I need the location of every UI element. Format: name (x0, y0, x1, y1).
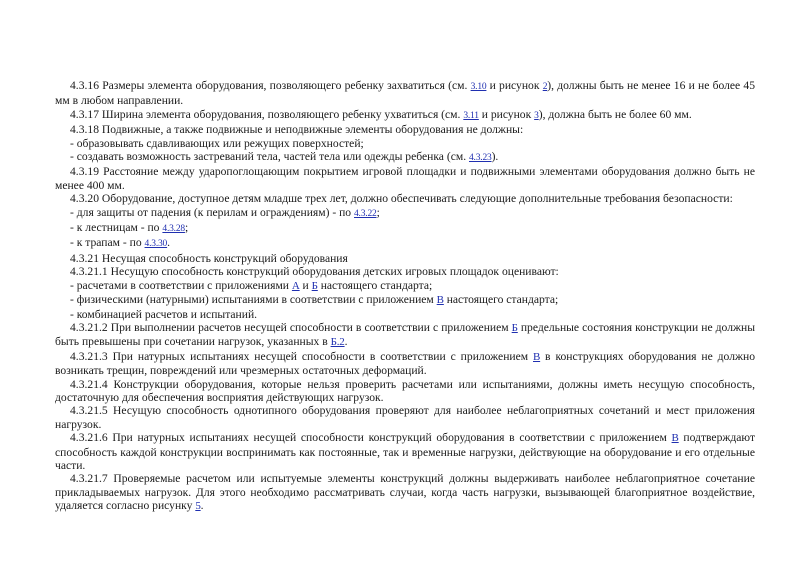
paragraph-text: - к трапам - по (70, 236, 145, 250)
paragraph-text: - расчетами в соответствии с приложениями (70, 278, 292, 292)
paragraph-text: 4.3.16 Размеры элемента оборудования, позволяющего ребенку захватиться (см. (70, 79, 471, 92)
paragraph-4-3-20-c (55, 236, 755, 251)
cross-reference-link[interactable]: 4.3.22 (354, 208, 377, 219)
paragraph-text: - комбинацией расчетов и испытаний. (70, 307, 258, 321)
paragraph-text: 4.3.21.4 Конструкции оборудования, которые нельзя проверить расчетами или испытаниями, должны иметь несущую способность, достаточную для обеспечения восприятия действующих нагрузок. (55, 377, 755, 404)
document-body (55, 79, 755, 514)
paragraph-4-3-20-b (55, 221, 755, 236)
paragraph-text: . (344, 335, 348, 349)
paragraph-4-3-21-1 (55, 265, 755, 278)
paragraph-text: 4.3.17 Ширина элемента оборудования, позволяющего ребенку ухватиться (см. (70, 107, 464, 121)
cross-reference-link[interactable]: 2 (542, 82, 548, 92)
paragraph-4-3-21 (55, 252, 755, 265)
cross-reference-link[interactable]: 4.3.23 (469, 153, 492, 164)
cross-reference-link[interactable]: В (533, 350, 541, 363)
paragraph-text: 4.3.21.5 Несущую способность однотипного оборудования проверяют для наиболее неблагоприятных сочетаний и мест приложения нагрузок. (55, 404, 755, 431)
paragraph-text: - для защиты от падения (к перилам и ограждениям) - по (70, 205, 354, 219)
paragraph-text: ), должны быть не менее 16 и не более 45 мм в любом направлении. (55, 79, 756, 108)
cross-reference-link[interactable]: В (436, 294, 444, 307)
paragraph-text: ). (491, 150, 499, 164)
paragraph-text: и рисунок (478, 107, 535, 121)
paragraph-text: - образовывать сдавливающих или режущих поверхностей; (70, 136, 364, 150)
paragraph-text: 4.3.18 Подвижные, а также подвижные и неподвижные элементы оборудования не должны: (70, 123, 524, 137)
paragraph-4-3-21-7 (55, 472, 755, 513)
paragraph-4-3-20 (55, 192, 755, 205)
cross-reference-link[interactable]: Б (511, 321, 518, 334)
paragraph-4-3-21-1-c (55, 308, 755, 321)
paragraph-text: . (167, 236, 171, 250)
paragraph-4-3-21-5 (55, 404, 755, 431)
paragraph-text: 4.3.21.1 Несущую способность конструкций оборудования детских игровых площадок оценивают: (70, 265, 559, 279)
cross-reference-link[interactable]: 3 (534, 110, 539, 121)
paragraph-text: 4.3.20 Оборудование, доступное детям младше трех лет, должно обеспечивать следующие дополнительные требования безопасности: (70, 192, 733, 206)
paragraph-4-3-18-a (55, 137, 755, 150)
paragraph-4-3-16 (55, 79, 755, 108)
paragraph-text: в конструкциях оборудования не должно возникать трещин, повреждений или чрезмерных остаточных деформаций. (55, 349, 755, 378)
paragraph-4-3-19 (55, 165, 755, 192)
paragraph-text: настоящего стандарта; (443, 293, 559, 307)
cross-reference-link[interactable]: Б.2 (330, 336, 345, 349)
paragraph-text: 4.3.21.2 При выполнении расчетов несущей способности в соответствии с приложением (70, 320, 512, 334)
paragraph-text: - к лестницам - по (70, 221, 163, 235)
paragraph-4-3-21-1-a (55, 279, 755, 293)
paragraph-4-3-21-6 (55, 431, 755, 472)
paragraph-text: - физическими (натурными) испытаниями в соответствии с приложением (70, 293, 437, 307)
paragraph-text: 4.3.21.6 При натурных испытаниях несущей способности конструкций оборудования в соответствии с приложением (70, 431, 672, 445)
paragraph-4-3-21-2 (55, 321, 755, 350)
paragraph-text: и рисунок (486, 79, 543, 92)
paragraph-text: ; (184, 221, 189, 235)
paragraph-4-3-21-1-b (55, 293, 755, 307)
paragraph-text: 4.3.21.7 Проверяемые расчетом или испытуемые элементы конструкций должны выдерживать наиболее неблагоприятное сочетание прикладываемых нагрузок. Для этого необходимо рассматривать случаи, когда часть нагрузки, вызывающей благоприятное воздействие, удаляется согласно рисунку (55, 472, 755, 513)
cross-reference-link[interactable]: А (291, 279, 300, 292)
paragraph-4-3-20-a (55, 206, 755, 221)
paragraph-text: - создавать возможность застреваний тела, частей тела или одежды ребенка (см. (70, 150, 469, 164)
paragraph-text: 4.3.21.3 При натурных испытаниях несущей способности в соответствии с приложением (70, 349, 533, 363)
cross-reference-link[interactable]: 3.10 (470, 82, 487, 92)
paragraph-text: предельные состояния конструкции не должны быть превышены при сочетании нагрузок, указанных в (55, 320, 755, 349)
cross-reference-link[interactable]: В (671, 432, 679, 445)
paragraph-4-3-18 (55, 123, 755, 136)
document-page (55, 79, 755, 514)
paragraph-text: и (299, 278, 312, 292)
paragraph-4-3-21-3 (55, 350, 755, 378)
paragraph-text: 4.3.21 Несущая способность конструкций оборудования (70, 251, 348, 265)
paragraph-text: настоящего стандарта; (317, 278, 433, 292)
paragraph-text: подтверждают способность каждой конструкции воспринимать как постоянные, так и временные нагрузки, действующие на оборудование и его отдельные части. (55, 431, 756, 472)
paragraph-text: ), должна быть не более 60 мм. (538, 107, 692, 121)
cross-reference-link[interactable]: Б (311, 279, 318, 292)
paragraph-text: 4.3.19 Расстояние между ударопоглощающим покрытием игровой площадки и подвижными элементами оборудования должно быть не менее 400 мм. (55, 165, 755, 192)
cross-reference-link[interactable]: 4.3.28 (162, 224, 185, 235)
cross-reference-link[interactable]: 5 (195, 500, 201, 513)
cross-reference-link[interactable]: 4.3.30 (144, 239, 168, 250)
paragraph-4-3-18-b (55, 150, 755, 165)
cross-reference-link[interactable]: 3.11 (463, 110, 479, 121)
paragraph-text: . (200, 499, 204, 513)
paragraph-text: ; (376, 205, 380, 219)
paragraph-4-3-21-4 (55, 378, 755, 405)
paragraph-4-3-17 (55, 108, 755, 123)
